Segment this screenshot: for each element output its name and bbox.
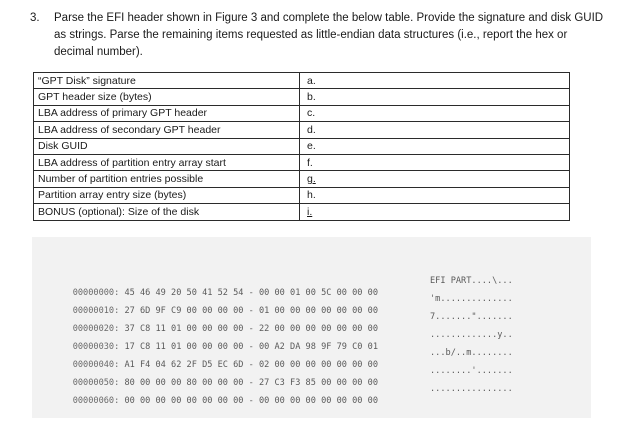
hex-ascii: 7.......".......	[430, 312, 513, 322]
row-answer: b.	[300, 89, 570, 105]
table-row	[34, 187, 570, 203]
row-answer-cell	[300, 204, 570, 220]
row-label: Partition array entry size (bytes)	[34, 187, 300, 203]
row-answer-cell	[300, 171, 570, 187]
hex-dump-panel	[32, 237, 591, 418]
row-answer: e.	[300, 138, 570, 154]
row-label: LBA address of secondary GPT header	[34, 122, 300, 138]
hex-ascii: 'm..............	[430, 294, 513, 304]
hex-ascii: ........'.......	[430, 366, 513, 376]
hex-row	[52, 383, 513, 431]
row-label: Disk GUID	[34, 138, 300, 154]
row-label: BONUS (optional): Size of the disk	[34, 204, 300, 220]
row-answer: d.	[300, 122, 570, 138]
hex-bytes: 45 46 49 20 50 41 52 54 - 00 00 01 00 5C 00 00 00	[124, 288, 378, 298]
hex-ascii: ...b/..m........	[430, 348, 513, 358]
hex-bytes: 00 00 00 00 00 00 00 00 - 00 00 00 00 00 00 00 00	[124, 396, 378, 406]
row-label: LBA address of primary GPT header	[34, 105, 300, 121]
row-label: LBA address of partition entry array start	[34, 154, 300, 170]
hex-offset: 00000000:	[72, 288, 120, 298]
hex-bytes: 80 00 00 00 80 00 00 00 - 27 C3 F3 85 00 00 00 00	[124, 378, 378, 388]
hex-bytes: A1 F4 04 62 2F D5 EC 6D - 02 00 00 00 00 00 00 00	[124, 360, 378, 370]
table-row	[34, 204, 570, 220]
question-text: Parse the EFI header shown in Figure 3 and complete the below table. Provide the signature and disk GUID as strings. Parse the remaining items requested as little-endian data structures (i.e., report the hex or decimal number).	[54, 12, 604, 58]
hex-offset: 00000040:	[72, 360, 120, 370]
row-answer: f.	[300, 154, 570, 170]
hex-offset: 00000010:	[72, 306, 120, 316]
question-number: 3.	[30, 12, 40, 24]
row-label: GPT header size (bytes)	[34, 89, 300, 105]
hex-offset: 00000060:	[72, 396, 120, 406]
hex-offset: 00000020:	[72, 324, 120, 334]
row-answer: h.	[300, 187, 570, 203]
hex-offset: 00000030:	[72, 342, 120, 352]
hex-bytes: 37 C8 11 01 00 00 00 00 - 22 00 00 00 00 00 00 00	[124, 324, 378, 334]
hex-bytes: 17 C8 11 01 00 00 00 00 - 00 A2 DA 98 9F 79 C0 01	[124, 342, 378, 352]
table-row	[34, 138, 570, 154]
question-block	[30, 10, 605, 61]
answer-table	[33, 72, 570, 221]
row-answer: g.	[307, 173, 316, 186]
row-answer: a.	[300, 73, 570, 89]
hex-bytes: 27 6D 9F C9 00 00 00 00 - 01 00 00 00 00 00 00 00	[124, 306, 378, 316]
table-row	[34, 171, 570, 187]
table-row	[34, 73, 570, 89]
hex-ascii: .............y..	[430, 330, 513, 340]
row-label: Number of partition entries possible	[34, 171, 300, 187]
hex-offset: 00000050:	[72, 378, 120, 388]
row-answer: c.	[300, 105, 570, 121]
table-row	[34, 105, 570, 121]
table-row	[34, 154, 570, 170]
row-answer: i.	[307, 205, 313, 218]
hex-ascii: ................	[430, 384, 513, 394]
table-row	[34, 122, 570, 138]
row-label: “GPT Disk” signature	[34, 73, 300, 89]
hex-ascii: EFI PART....\...	[430, 276, 513, 286]
table-row	[34, 89, 570, 105]
